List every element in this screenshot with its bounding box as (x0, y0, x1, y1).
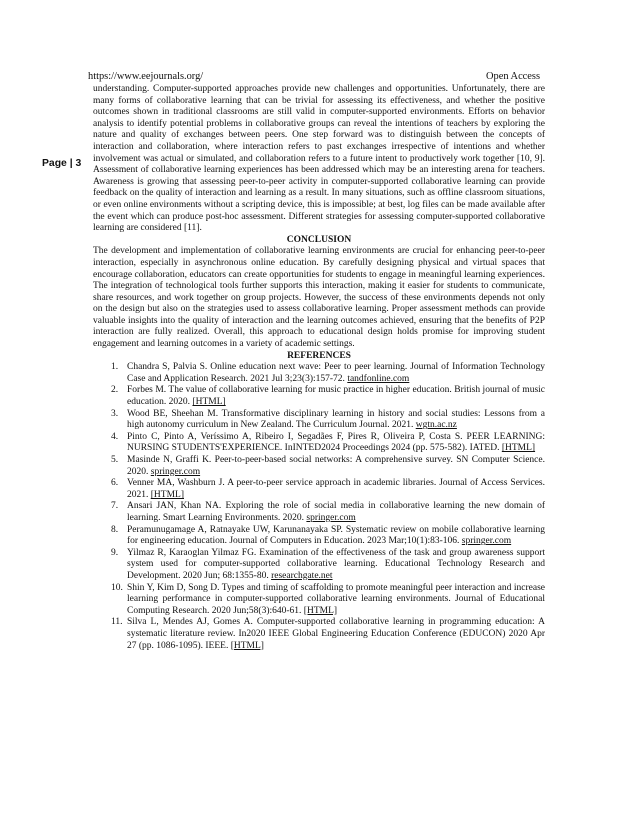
page-number: Page | 3 (42, 158, 82, 169)
reference-item (93, 455, 545, 478)
reference-text: Silva L, Mendes AJ, Gomes A. Computer-supported collaborative learning in programming education: A systematic literature review. In2020 IEEE Global Engineering Education Conference (EDUCON) 2020 Apr 27 (pp. 1086-1095). IEEE. (127, 617, 545, 651)
reference-text: Ansari JAN, Khan NA. Exploring the role of social media in collaborative learning the new domain of learning. Smart Learning Environments. 2020. (127, 501, 545, 523)
conclusion-heading: CONCLUSION (286, 234, 352, 245)
reference-number: 7. (111, 501, 119, 512)
reference-number: 5. (111, 455, 119, 465)
reference-item (93, 385, 545, 408)
reference-text: Wood BE, Sheehan M. Transformative disciplinary learning in history and social studies: Lessons from a high autonomy curriculum in New Zealand. The Curriculum Journal. 2021. (127, 408, 545, 431)
reference-number: 8. (111, 524, 119, 535)
reference-number: 2. (111, 385, 119, 396)
body-paragraph: understanding. Computer-supported approaches provide new challenges and opportunities. Unfortunately, there are many forms of collaborative learning that can be trivial for assessing its effectiveness, and whether the positive outcomes shown in traditional classrooms are still valid in computer-supported environments. Efforts on behavior analysis to identify potential problems in collaborative groups can reveal the intentions of teachers by exploring the nature and quality of exchanges between peers. One step forward was to distinguish between the concepts of interaction and collaboration, where interaction refers to past exchanges irrespective of intentions and whether involvement was actual or simulated, and collaboration refers to a future intent to productively work together [10, 9]. Assessment of collaborative learning experiences has been addressed which may be an interesting arena for teachers. Awareness is growing that assessing peer-to-peer activity in computer-supported collaborative learning can provide feedback on the quality of interaction and learning as a result. In many situations, such as offline classroom situations, or even online environments without a scripting device, this is impossible; at best, log files can be made available after the event which can produce post-hoc assessment. Different strategies for assessing computer-supported collaborative learning are considered [11]. (93, 84, 545, 234)
reference-text: Forbes M. The value of collaborative learning for music practice in higher education. British journal of music education. 2020. (127, 385, 545, 408)
reference-item (93, 478, 545, 501)
reference-text: Yilmaz R, Karaoglan Yilmaz FG. Examination of the effectiveness of the task and group awareness support system used for computer-supported collaborative learning. Educational Technology Research and Development. 2020 Jun; 68:1355-80. (127, 547, 545, 581)
reference-item (93, 583, 545, 618)
references-heading: REFERENCES (287, 350, 351, 361)
reference-text: Pinto C, Pinto A, Veríssimo A, Ribeiro I, Segadães F, Pires R, Oliveira P, Costa S. PEER LEARNING: NURSING STUDENTS'EXPERIENCE. InINTED2024 Proceedings 2024 (pp. 575-582). IATED. (127, 431, 545, 454)
reference-item (93, 362, 545, 385)
reference-number: 6. (111, 478, 119, 489)
reference-link[interactable]: researchgate.net (271, 570, 333, 581)
reference-list (93, 362, 545, 652)
reference-link[interactable]: wgtn.ac.nz (415, 420, 457, 431)
journal-url[interactable]: https://www.eejournals.org/ (88, 71, 204, 82)
reference-link[interactable]: [HTML] (230, 640, 264, 651)
reference-number: 3. (111, 408, 119, 419)
reference-item (93, 432, 545, 455)
reference-link[interactable]: [HTML] (192, 397, 226, 408)
reference-number: 9. (111, 547, 119, 558)
reference-item (93, 617, 545, 652)
reference-link[interactable]: springer.com (150, 466, 201, 477)
reference-number: 11. (111, 617, 123, 628)
reference-number: 4. (111, 431, 119, 442)
reference-number: 1. (111, 362, 119, 373)
reference-item (93, 525, 545, 548)
reference-text: Peramunugamage A, Ratnayake UW, Karunanayaka SP. Systematic review on mobile collaborative learning for engineering education. Journal of Computers in Education. 2023 Mar;10(1):83-106. (127, 524, 545, 547)
reference-link[interactable]: tandfonline.com (347, 373, 410, 384)
reference-text: Shin Y, Kim D, Song D. Types and timing of scaffolding to promote meaningful peer interaction and increase learning performance in computer-supported collaborative learning environments. Journal of Educational Computing Research. 2020 Jun;58(3):640-61. (127, 582, 545, 616)
reference-item (93, 548, 545, 583)
reference-text: Chandra S, Palvia S. Online education next wave: Peer to peer learning. Journal of Information Technology Case and Application Research. 2021 Jul 3;23(3):157-72. (127, 362, 545, 384)
conclusion-paragraph: The development and implementation of collaborative learning environments are crucial for enhancing peer-to-peer interaction, especially in asynchronous online education. By carefully designing physical and virtual spaces that encourage collaboration, educators can create opportunities for students to engage in meaningful learning experiences. The integration of technological tools further supports this interaction, making it easier for students to communicate, share resources, and work together on group projects. However, the success of these environments depends not only on the design but also on the strategies used to assess collaborative learning. Proper assessment methods can provide valuable insights into the quality of interaction and the learning outcomes achieved, ensuring that the benefits of P2P interaction are fully realized. Overall, this approach to educational design holds promise for improving student engagement and learning outcomes in a variety of academic settings. (93, 246, 545, 350)
reference-text: Masinde N, Graffi K. Peer-to-peer-based social networks: A comprehensive survey. SN Computer Science. 2020. (127, 455, 545, 477)
reference-text: Venner MA, Washburn J. A peer-to-peer service approach in academic libraries. Journal of Access Services. 2021. (127, 478, 545, 500)
reference-link[interactable]: springer.com (306, 512, 356, 523)
reference-link[interactable]: springer.com (461, 536, 512, 547)
reference-item (93, 409, 545, 432)
reference-link[interactable]: [HTML] (501, 443, 536, 454)
reference-item (93, 501, 545, 524)
reference-number: 10. (111, 582, 123, 593)
page-content (93, 84, 545, 652)
reference-link[interactable]: [HTML] (303, 605, 338, 616)
reference-link[interactable]: [HTML] (150, 489, 184, 500)
open-access-label: Open Access (486, 71, 540, 82)
